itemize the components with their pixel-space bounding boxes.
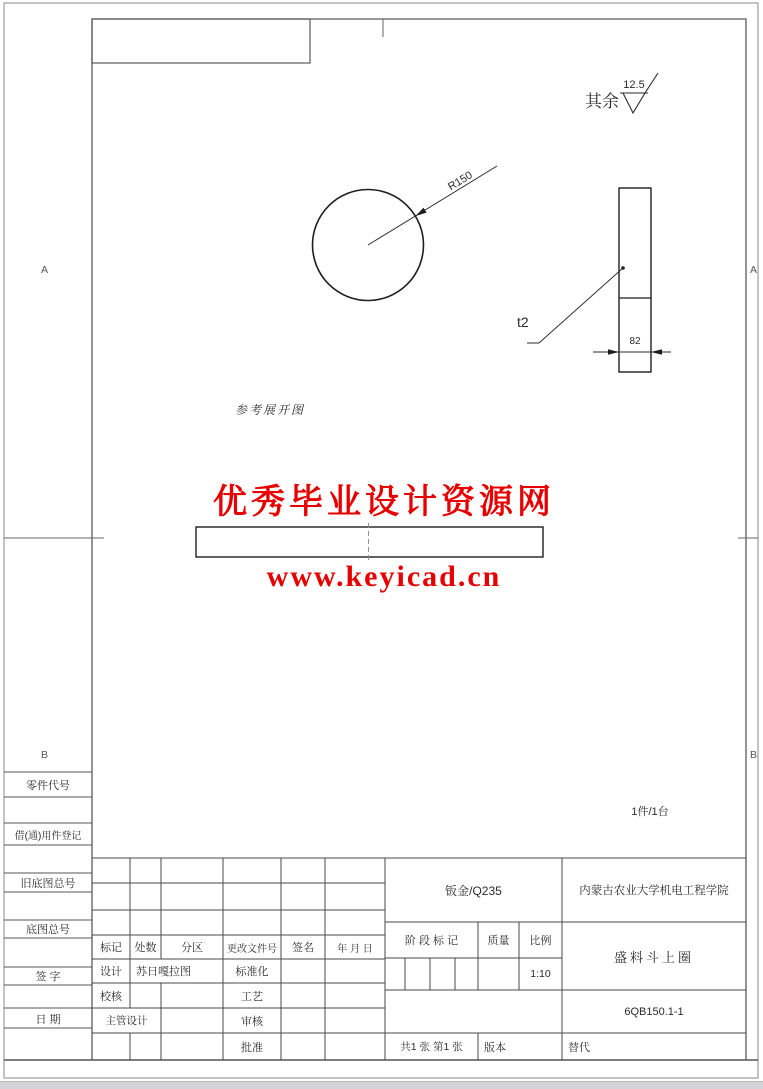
margin-label-signature: 签 字 — [35, 971, 61, 983]
revision-col-zone: 分区 — [181, 942, 203, 954]
revision-col-mark: 标记 — [100, 942, 122, 954]
watermark-line1: 优秀毕业设计资源网 — [213, 484, 555, 521]
replace-label: 替代 — [568, 1041, 590, 1054]
design-label: 设计 — [100, 966, 122, 978]
drawing-number: 6QB150.1-1 — [624, 1005, 684, 1018]
revision-col-date: 年 月 日 — [337, 943, 373, 955]
institution-name: 内蒙古农业大学机电工程学院 — [579, 885, 729, 897]
zone-letter-a-right: A — [750, 264, 758, 276]
window-bottom-strip — [0, 1081, 763, 1089]
development-rect — [196, 523, 543, 561]
centering-marks — [4, 19, 758, 538]
margin-label-date: 日 期 — [35, 1013, 61, 1026]
designer-name: 苏日嘎拉图 — [136, 966, 191, 978]
check-label: 校核 — [100, 990, 122, 1003]
margin-label-borrow-record: 借(通)用件登记 — [14, 830, 82, 842]
revision-col-count: 处数 — [134, 942, 157, 954]
width-dim-value: 82 — [629, 336, 641, 347]
radius-leader — [368, 166, 497, 245]
stage-mark-label: 阶 段 标 记 — [404, 935, 459, 947]
version-label: 版本 — [484, 1041, 506, 1054]
zone-letter-a-left: A — [41, 264, 49, 276]
roughness-value: 12.5 — [623, 78, 645, 91]
zone-letter-b-right: B — [750, 749, 758, 761]
standardization-label: 标准化 — [235, 966, 269, 978]
zone-letter-b-left: B — [41, 749, 49, 761]
margin-label-old-master-no: 旧底图总号 — [20, 877, 76, 890]
thickness-label: t2 — [517, 314, 529, 330]
audit-label: 审核 — [241, 1015, 263, 1028]
margin-label-master-no: 底图总号 — [26, 924, 70, 936]
approve-label: 批准 — [241, 1041, 263, 1054]
width-dimension — [593, 349, 671, 354]
revision-col-docno: 更改文件号 — [227, 943, 277, 955]
process-label: 工艺 — [241, 990, 263, 1003]
quantity-note: 1件/1台 — [631, 806, 669, 818]
top-left-box — [92, 19, 310, 63]
radius-dim-label: R150 — [446, 169, 475, 194]
material-spec: 钣金/Q235 — [445, 883, 502, 898]
view-caption: 参考展开图 — [235, 403, 306, 417]
surface-finish-note: 其余 — [585, 91, 619, 111]
mass-label: 质量 — [487, 935, 510, 947]
thickness-leader — [527, 266, 625, 343]
revision-col-sign: 签名 — [292, 942, 314, 954]
part-title: 盛料斗上圈 — [613, 949, 694, 965]
watermark-line2: www.keyicad.cn — [266, 560, 502, 593]
margin-label-part-code: 零件代号 — [26, 779, 70, 792]
sheet-info: 共1 张 第1 张 — [400, 1041, 463, 1053]
scale-value: 1:10 — [530, 968, 551, 980]
margin-column-grid — [4, 772, 92, 1028]
scale-label: 比例 — [529, 935, 552, 947]
chief-design-label: 主管设计 — [105, 1015, 148, 1027]
